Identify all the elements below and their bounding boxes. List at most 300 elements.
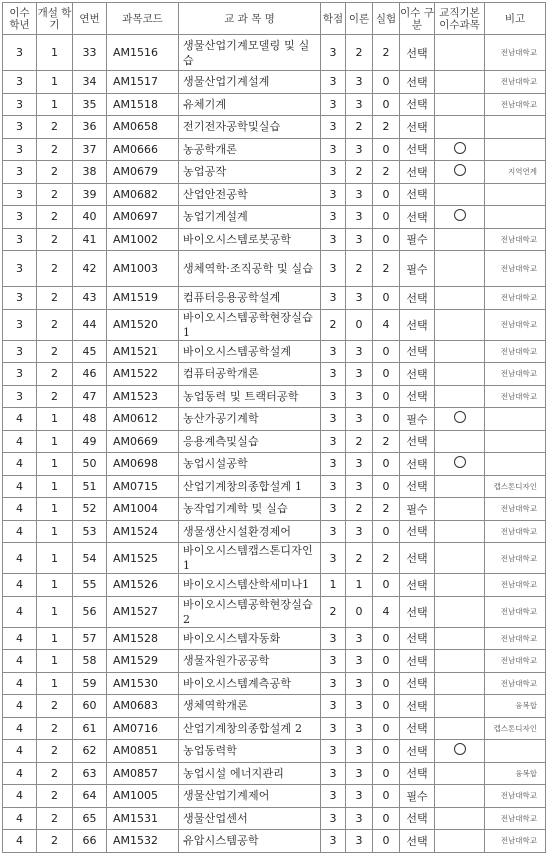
cell-credit: 3	[321, 717, 346, 740]
cell-basic	[435, 453, 485, 476]
cell-note: 전남대학교	[485, 672, 546, 695]
cell-semester: 2	[37, 183, 73, 206]
cell-practice: 0	[373, 807, 400, 830]
cell-type: 필수	[400, 408, 435, 431]
cell-type: 선택	[400, 627, 435, 650]
cell-credit: 3	[321, 93, 346, 116]
cell-basic	[435, 475, 485, 498]
cell-semester: 2	[37, 251, 73, 287]
cell-basic	[435, 138, 485, 161]
cell-type: 선택	[400, 340, 435, 363]
cell-practice: 0	[373, 717, 400, 740]
cell-seq: 62	[73, 740, 107, 763]
table-row	[3, 340, 546, 363]
cell-type: 선택	[400, 93, 435, 116]
cell-note: 전남대학교	[485, 627, 546, 650]
cell-code: AM1531	[107, 807, 179, 830]
cell-practice: 0	[373, 287, 400, 310]
cell-type: 필수	[400, 228, 435, 251]
cell-year: 3	[3, 35, 37, 71]
cell-practice: 0	[373, 574, 400, 597]
cell-semester: 2	[37, 138, 73, 161]
cell-theory: 3	[346, 93, 373, 116]
cell-practice: 0	[373, 385, 400, 408]
cell-course: 바이오시스템자동화	[179, 627, 321, 650]
cell-theory: 3	[346, 627, 373, 650]
cell-code: AM1528	[107, 627, 179, 650]
cell-seq: 50	[73, 453, 107, 476]
cell-seq: 64	[73, 785, 107, 808]
cell-credit: 3	[321, 71, 346, 94]
cell-practice: 2	[373, 430, 400, 453]
cell-year: 4	[3, 430, 37, 453]
cell-note: 전남대학교	[485, 650, 546, 673]
cell-theory: 3	[346, 287, 373, 310]
table-row	[3, 596, 546, 627]
cell-credit: 3	[321, 650, 346, 673]
cell-theory: 1	[346, 574, 373, 597]
cell-year: 3	[3, 340, 37, 363]
cell-course: 컴퓨터공학개론	[179, 363, 321, 386]
cell-note: 융복합	[485, 762, 546, 785]
cell-semester: 2	[37, 340, 73, 363]
cell-course: 농산가공기계학	[179, 408, 321, 431]
cell-credit: 3	[321, 206, 346, 229]
table-row	[3, 287, 546, 310]
cell-theory: 3	[346, 785, 373, 808]
cell-seq: 65	[73, 807, 107, 830]
cell-note	[485, 116, 546, 139]
cell-code: AM1005	[107, 785, 179, 808]
cell-code: AM0857	[107, 762, 179, 785]
cell-semester: 1	[37, 93, 73, 116]
cell-type: 선택	[400, 116, 435, 139]
cell-code: AM0716	[107, 717, 179, 740]
cell-course: 생체역학개론	[179, 695, 321, 718]
cell-basic	[435, 287, 485, 310]
cell-code: AM0715	[107, 475, 179, 498]
cell-theory: 3	[346, 363, 373, 386]
cell-semester: 1	[37, 430, 73, 453]
cell-semester: 2	[37, 717, 73, 740]
cell-seq: 34	[73, 71, 107, 94]
cell-note: 전남대학교	[485, 228, 546, 251]
cell-credit: 3	[321, 35, 346, 71]
cell-credit: 3	[321, 807, 346, 830]
cell-type: 선택	[400, 430, 435, 453]
cell-note: 전남대학교	[485, 596, 546, 627]
cell-credit: 3	[321, 498, 346, 521]
cell-theory: 3	[346, 453, 373, 476]
cell-year: 4	[3, 520, 37, 543]
cell-credit: 3	[321, 740, 346, 763]
cell-seq: 55	[73, 574, 107, 597]
cell-credit: 3	[321, 161, 346, 184]
cell-seq: 58	[73, 650, 107, 673]
cell-basic	[435, 498, 485, 521]
cell-code: AM1003	[107, 251, 179, 287]
table-row	[3, 385, 546, 408]
cell-year: 4	[3, 408, 37, 431]
cell-year: 3	[3, 71, 37, 94]
cell-note: 캡스톤디자인	[485, 475, 546, 498]
header-seq: 연번	[73, 3, 107, 35]
cell-theory: 3	[346, 762, 373, 785]
cell-credit: 3	[321, 430, 346, 453]
cell-year: 4	[3, 695, 37, 718]
cell-type: 필수	[400, 498, 435, 521]
cell-note: 융복합	[485, 695, 546, 718]
cell-course: 농업시설 에너지관리	[179, 762, 321, 785]
cell-basic	[435, 309, 485, 340]
cell-theory: 3	[346, 717, 373, 740]
cell-practice: 0	[373, 650, 400, 673]
cell-practice: 2	[373, 116, 400, 139]
cell-basic	[435, 93, 485, 116]
cell-type: 선택	[400, 309, 435, 340]
cell-year: 4	[3, 807, 37, 830]
cell-theory: 3	[346, 807, 373, 830]
cell-code: AM0682	[107, 183, 179, 206]
header-course: 교 과 목 명	[179, 3, 321, 35]
table-row	[3, 430, 546, 453]
cell-semester: 1	[37, 650, 73, 673]
cell-semester: 1	[37, 35, 73, 71]
table-row	[3, 93, 546, 116]
cell-practice: 0	[373, 695, 400, 718]
cell-basic	[435, 251, 485, 287]
header-code: 과목코드	[107, 3, 179, 35]
cell-practice: 0	[373, 71, 400, 94]
cell-type: 선택	[400, 807, 435, 830]
cell-year: 3	[3, 287, 37, 310]
cell-year: 4	[3, 475, 37, 498]
cell-credit: 3	[321, 520, 346, 543]
header-credit: 학점	[321, 3, 346, 35]
circle-mark-icon	[454, 743, 466, 755]
cell-note: 전남대학교	[485, 385, 546, 408]
cell-code: AM1004	[107, 498, 179, 521]
cell-basic	[435, 574, 485, 597]
cell-year: 3	[3, 116, 37, 139]
cell-year: 4	[3, 650, 37, 673]
cell-practice: 0	[373, 520, 400, 543]
cell-practice: 0	[373, 93, 400, 116]
cell-practice: 4	[373, 309, 400, 340]
cell-note	[485, 183, 546, 206]
cell-basic	[435, 228, 485, 251]
cell-course: 생물산업센서	[179, 807, 321, 830]
cell-code: AM1521	[107, 340, 179, 363]
cell-type: 필수	[400, 251, 435, 287]
cell-semester: 2	[37, 762, 73, 785]
cell-credit: 3	[321, 785, 346, 808]
cell-practice: 4	[373, 596, 400, 627]
cell-credit: 3	[321, 672, 346, 695]
cell-theory: 2	[346, 430, 373, 453]
cell-theory: 2	[346, 116, 373, 139]
table-row	[3, 138, 546, 161]
cell-note: 전남대학교	[485, 251, 546, 287]
table-row	[3, 408, 546, 431]
cell-year: 3	[3, 93, 37, 116]
cell-type: 선택	[400, 740, 435, 763]
cell-code: AM0669	[107, 430, 179, 453]
cell-basic	[435, 520, 485, 543]
cell-credit: 3	[321, 228, 346, 251]
cell-semester: 2	[37, 228, 73, 251]
cell-basic	[435, 340, 485, 363]
table-row	[3, 228, 546, 251]
cell-course: 유압시스템공학	[179, 830, 321, 853]
cell-credit: 3	[321, 695, 346, 718]
cell-basic	[435, 627, 485, 650]
cell-note: 전남대학교	[485, 287, 546, 310]
cell-practice: 0	[373, 408, 400, 431]
cell-year: 3	[3, 363, 37, 386]
cell-practice: 0	[373, 785, 400, 808]
cell-course: 농업동력 및 트랙터공학	[179, 385, 321, 408]
cell-course: 바이오시스템공학설계	[179, 340, 321, 363]
table-row	[3, 627, 546, 650]
table-row	[3, 71, 546, 94]
cell-semester: 2	[37, 287, 73, 310]
cell-theory: 0	[346, 309, 373, 340]
cell-credit: 3	[321, 287, 346, 310]
cell-note	[485, 138, 546, 161]
cell-course: 농업기계설계	[179, 206, 321, 229]
cell-theory: 3	[346, 138, 373, 161]
table-row	[3, 161, 546, 184]
cell-year: 3	[3, 385, 37, 408]
cell-basic	[435, 695, 485, 718]
cell-seq: 44	[73, 309, 107, 340]
table-row	[3, 574, 546, 597]
cell-semester: 2	[37, 695, 73, 718]
cell-basic	[435, 363, 485, 386]
cell-course: 바이오시스템로봇공학	[179, 228, 321, 251]
table-row	[3, 650, 546, 673]
header-semester: 개설 학기	[37, 3, 73, 35]
cell-year: 4	[3, 574, 37, 597]
cell-course: 생물자원가공공학	[179, 650, 321, 673]
cell-year: 4	[3, 627, 37, 650]
cell-semester: 1	[37, 672, 73, 695]
cell-credit: 3	[321, 116, 346, 139]
cell-practice: 0	[373, 740, 400, 763]
cell-credit: 3	[321, 363, 346, 386]
cell-basic	[435, 430, 485, 453]
cell-basic	[435, 385, 485, 408]
cell-type: 선택	[400, 71, 435, 94]
cell-basic	[435, 785, 485, 808]
cell-theory: 3	[346, 520, 373, 543]
cell-seq: 56	[73, 596, 107, 627]
cell-year: 4	[3, 740, 37, 763]
cell-year: 4	[3, 717, 37, 740]
cell-practice: 2	[373, 161, 400, 184]
cell-seq: 61	[73, 717, 107, 740]
cell-basic	[435, 740, 485, 763]
cell-theory: 3	[346, 695, 373, 718]
cell-credit: 3	[321, 475, 346, 498]
header-theory: 이론	[346, 3, 373, 35]
cell-code: AM1516	[107, 35, 179, 71]
cell-basic	[435, 183, 485, 206]
cell-practice: 0	[373, 363, 400, 386]
cell-course: 농공학개론	[179, 138, 321, 161]
table-row	[3, 740, 546, 763]
cell-code: AM1529	[107, 650, 179, 673]
cell-note: 전남대학교	[485, 309, 546, 340]
cell-year: 3	[3, 138, 37, 161]
table-row	[3, 717, 546, 740]
cell-semester: 1	[37, 596, 73, 627]
cell-type: 선택	[400, 650, 435, 673]
cell-practice: 0	[373, 672, 400, 695]
cell-note	[485, 740, 546, 763]
cell-semester: 2	[37, 161, 73, 184]
cell-semester: 1	[37, 498, 73, 521]
cell-year: 4	[3, 830, 37, 853]
cell-practice: 2	[373, 251, 400, 287]
cell-credit: 3	[321, 543, 346, 574]
cell-course: 바이오시스템산학세미나1	[179, 574, 321, 597]
cell-credit: 2	[321, 596, 346, 627]
cell-basic	[435, 206, 485, 229]
table-row	[3, 251, 546, 287]
cell-practice: 0	[373, 340, 400, 363]
cell-course: 생물산업기계모델링 및 실습	[179, 35, 321, 71]
cell-code: AM1519	[107, 287, 179, 310]
cell-seq: 53	[73, 520, 107, 543]
cell-practice: 2	[373, 35, 400, 71]
cell-type: 선택	[400, 475, 435, 498]
cell-course: 농작업기계학 및 실습	[179, 498, 321, 521]
cell-year: 4	[3, 498, 37, 521]
cell-seq: 60	[73, 695, 107, 718]
cell-basic	[435, 717, 485, 740]
cell-credit: 3	[321, 830, 346, 853]
cell-course: 농업공작	[179, 161, 321, 184]
cell-code: AM0698	[107, 453, 179, 476]
cell-type: 선택	[400, 206, 435, 229]
cell-semester: 1	[37, 408, 73, 431]
circle-mark-icon	[454, 209, 466, 221]
cell-type: 선택	[400, 717, 435, 740]
table-row	[3, 116, 546, 139]
cell-theory: 0	[346, 596, 373, 627]
table-row	[3, 35, 546, 71]
cell-seq: 63	[73, 762, 107, 785]
cell-year: 3	[3, 206, 37, 229]
cell-seq: 51	[73, 475, 107, 498]
cell-year: 4	[3, 453, 37, 476]
cell-semester: 1	[37, 543, 73, 574]
cell-basic	[435, 543, 485, 574]
cell-seq: 52	[73, 498, 107, 521]
cell-note: 전남대학교	[485, 520, 546, 543]
cell-semester: 1	[37, 71, 73, 94]
cell-course: 바이오시스템캡스톤디자인1	[179, 543, 321, 574]
cell-theory: 3	[346, 228, 373, 251]
circle-mark-icon	[454, 164, 466, 176]
cell-note: 전남대학교	[485, 807, 546, 830]
cell-seq: 59	[73, 672, 107, 695]
header-row	[3, 3, 546, 35]
cell-semester: 2	[37, 116, 73, 139]
cell-code: AM1527	[107, 596, 179, 627]
cell-code: AM0666	[107, 138, 179, 161]
cell-course: 산업안전공학	[179, 183, 321, 206]
cell-note: 전남대학교	[485, 340, 546, 363]
table-row	[3, 807, 546, 830]
cell-practice: 0	[373, 627, 400, 650]
cell-credit: 3	[321, 762, 346, 785]
cell-year: 4	[3, 596, 37, 627]
cell-type: 선택	[400, 363, 435, 386]
table-row	[3, 183, 546, 206]
cell-practice: 0	[373, 830, 400, 853]
cell-theory: 3	[346, 408, 373, 431]
cell-basic	[435, 650, 485, 673]
cell-code: AM0851	[107, 740, 179, 763]
cell-code: AM0697	[107, 206, 179, 229]
cell-code: AM1518	[107, 93, 179, 116]
cell-credit: 1	[321, 574, 346, 597]
cell-note: 전남대학교	[485, 785, 546, 808]
cell-course: 응용계측및실습	[179, 430, 321, 453]
cell-basic	[435, 161, 485, 184]
cell-type: 선택	[400, 830, 435, 853]
table-row	[3, 762, 546, 785]
cell-semester: 1	[37, 574, 73, 597]
circle-mark-icon	[454, 456, 466, 468]
cell-seq: 48	[73, 408, 107, 431]
header-practice: 실험	[373, 3, 400, 35]
cell-practice: 0	[373, 453, 400, 476]
cell-seq: 35	[73, 93, 107, 116]
cell-credit: 3	[321, 251, 346, 287]
cell-seq: 46	[73, 363, 107, 386]
cell-year: 4	[3, 762, 37, 785]
cell-seq: 49	[73, 430, 107, 453]
cell-code: AM1520	[107, 309, 179, 340]
cell-note: 전남대학교	[485, 830, 546, 853]
cell-course: 바이오시스템공학현장실습2	[179, 596, 321, 627]
cell-practice: 2	[373, 498, 400, 521]
cell-code: AM0679	[107, 161, 179, 184]
cell-theory: 3	[346, 650, 373, 673]
cell-practice: 0	[373, 762, 400, 785]
cell-year: 3	[3, 161, 37, 184]
cell-theory: 3	[346, 71, 373, 94]
cell-note: 캡스톤디자인	[485, 717, 546, 740]
cell-semester: 2	[37, 807, 73, 830]
cell-credit: 3	[321, 138, 346, 161]
cell-code: AM0658	[107, 116, 179, 139]
cell-code: AM0683	[107, 695, 179, 718]
cell-year: 3	[3, 251, 37, 287]
table-row	[3, 543, 546, 574]
cell-practice: 0	[373, 206, 400, 229]
cell-note	[485, 408, 546, 431]
cell-basic	[435, 71, 485, 94]
cell-seq: 57	[73, 627, 107, 650]
cell-year: 4	[3, 672, 37, 695]
cell-type: 선택	[400, 672, 435, 695]
cell-code: AM1517	[107, 71, 179, 94]
